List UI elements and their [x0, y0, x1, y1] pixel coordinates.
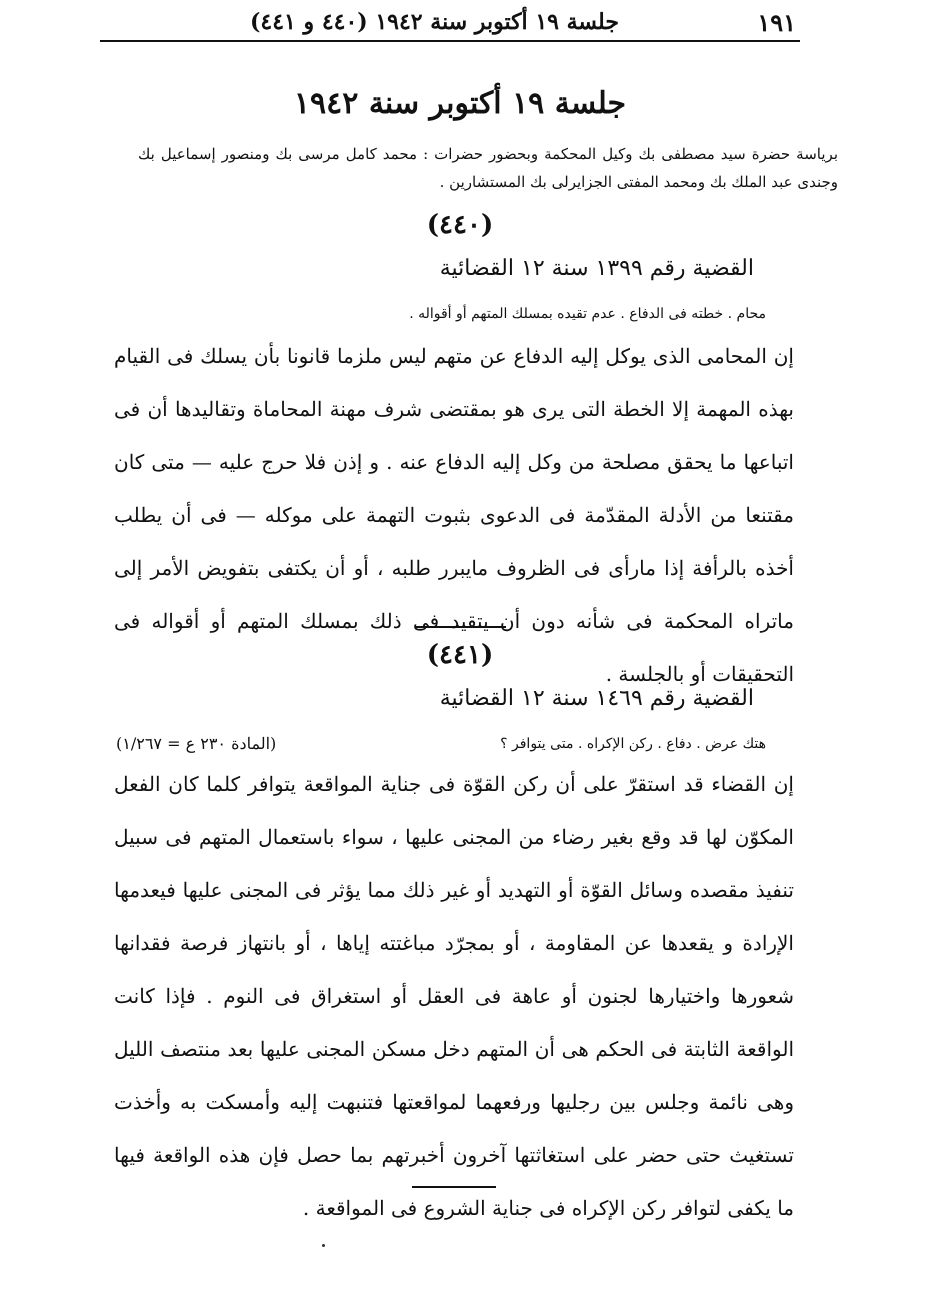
case-keywords-440: محام . خطته فى الدفاع . عدم تقيده بمسلك المتهم أو أقواله .	[409, 306, 766, 322]
case-number-441: (٤٤١)	[426, 640, 494, 670]
presidency-note: برياسة حضرة سيد مصطفى بك وكيل المحكمة وبحضور حضرات : محمد كامل مرسى بك ومنصور إسماعيل بك وجندى عبد الملك بك ومحمد المفتى الجزايرلى بك المستشارين .	[138, 145, 838, 191]
running-title: جلسة ١٩ أكتوبر سنة ١٩٤٢ (٤٤٠ و ٤٤١)	[250, 9, 619, 35]
print-speck	[322, 1244, 325, 1247]
end-divider	[412, 1186, 496, 1188]
case-reference-441: القضية رقم ١٤٦٩ سنة ١٢ القضائية	[439, 686, 754, 711]
running-header	[100, 4, 800, 42]
case-body-441: إن القضاء قد استقرّ على أن ركن القوّة فى جناية المواقعة يتوافر كلما كان الفعل المكوّن لها قد وقع بغير رضاء من المجنى عليها ، سواء باستعمال المتهم فى سبيل تنفيذ مقصده وسائل القوّة أو التهديد أو غير ذلك مما يؤثر فى المجنى عليها فيعدمها الإرادة و يقعدها عن المقاومة ، أو بمجرّد مباغتته إياها ، أو بانتهاز فرصة فقدانها شعورها واختيارها لجنون أو عاهة فى العقل أو استغراق فى النوم . فإذا كانت الواقعة الثابتة فى الحكم هى أن المتهم دخل مسكن المجنى عليها بعد منتصف الليل وهى نائمة وجلس بين رجليها ورفعهما لمواقعتها فتنبهت إليه وأمسكت به وأخذت تستغيث حتى حضر على استغاثتها آخرون أخبرتهم بما حصل فإن هذه الواقعة فيها ما يكفى لتوافر ركن الإكراه فى جناية الشروع فى المواقعة .	[114, 772, 794, 1220]
case-keywords-441: هتك عرض . دفاع . ركن الإكراه . متى يتوافر ؟	[500, 736, 766, 752]
session-title: جلسة ١٩ أكتوبر سنة ١٩٤٢	[293, 86, 627, 121]
section-divider	[416, 626, 506, 628]
case-number-440: (٤٤٠)	[426, 210, 494, 240]
case-body-440: إن المحامى الذى يوكل إليه الدفاع عن متهم ليس ملزما قانونا بأن يسلك فى القيام بهذه المهمة إلا الخطة التى يرى هو بمقتضى شرف مهنة المحاماة وتقاليدها أن فى اتباعها ما يحقق مصلحة من وكل إليه الدفاع عنه . و إذن فلا حرج عليه — متى كان مقتنعا من الأدلة المقدّمة فى الدعوى بثبوت التهمة على موكله — فى أن يطلب أخذه بالرأفة إذا مارأى فى الظروف مايبرر طلبه ، أو أن يكتفى بتفويض الأمر إلى ماتراه المحكمة فى شأنه دون أن يتقيد فى ذلك بمسلك المتهم أو أقواله فى التحقيقات أو بالجلسة .	[114, 344, 794, 686]
article-reference-441: (المادة ٢٣٠ ع = ١/٢٦٧)	[116, 734, 277, 753]
case-reference-440: القضية رقم ١٣٩٩ سنة ١٢ القضائية	[439, 256, 754, 281]
page-number: ١٩١	[757, 7, 796, 37]
